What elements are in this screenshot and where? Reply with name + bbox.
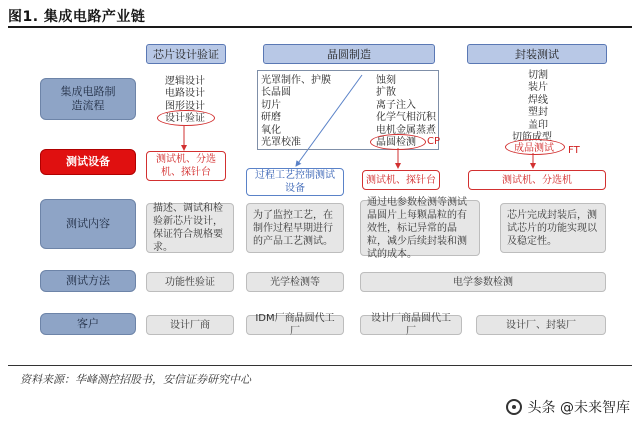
watermark-logo-icon xyxy=(506,399,522,415)
method-electrical: 电学参数检测 xyxy=(360,272,606,292)
figure-title: 图1. 集成电路产业链 xyxy=(8,9,146,25)
design-verify-ellipse xyxy=(157,110,215,126)
flow-step: 电路设计 xyxy=(165,88,205,100)
source-note: 资料来源：华峰测控招股书，安信证券研究中心 xyxy=(20,373,251,386)
watermark xyxy=(506,397,630,417)
flow-step: 切片 xyxy=(261,99,281,111)
flow-step: 图形设计 xyxy=(165,100,205,112)
category-flow: 集成电路制造流程 xyxy=(40,78,136,120)
flow-step: 逻辑设计 xyxy=(165,76,205,87)
flow-step: 晶圆检测 xyxy=(376,137,416,149)
equipment-design: 测试机、分选机、探针台 xyxy=(146,151,226,181)
equipment-process: 过程工艺控制测试设备 xyxy=(246,168,344,196)
flow-step: 离子注入 xyxy=(376,99,416,111)
flow-step: 扩散 xyxy=(376,87,396,99)
flow-step: 化学气相沉积 xyxy=(376,112,436,124)
content-process: 为了监控工艺，在制作过程早期进行的产品工艺测试。 xyxy=(246,203,344,253)
category-customer: 客户 xyxy=(40,313,136,335)
header-pack: 封装测试 xyxy=(467,44,607,64)
equipment-fab: 测试机、探针台 xyxy=(362,170,440,190)
header-design: 芯片设计验证 xyxy=(146,44,226,64)
equipment-pack: 测试机、分选机 xyxy=(468,170,606,190)
category-content: 测试内容 xyxy=(40,199,136,249)
flow-step: 装片 xyxy=(528,82,548,94)
flow-step: 蚀刻 xyxy=(376,75,396,86)
flow-step: 切割 xyxy=(528,70,548,81)
flow-step: 塑封 xyxy=(528,107,548,119)
customer-fab: 设计厂商晶圆代工厂 xyxy=(360,315,462,335)
method-design: 功能性验证 xyxy=(146,272,234,292)
flow-step: 盖印 xyxy=(528,119,548,131)
flow-step: 设计验证 xyxy=(165,113,205,125)
flow-step: 长晶圆 xyxy=(261,87,291,99)
customer-pack: 设计厂、封装厂 xyxy=(476,315,606,335)
footer-rule xyxy=(8,365,632,366)
flow-step: 切筋成型 xyxy=(512,132,552,143)
flow-step-final: 成品测试 xyxy=(514,143,554,154)
flow-step: 光罩校准 xyxy=(261,137,301,149)
header-fab: 晶圆制造 xyxy=(263,44,435,64)
flow-step: 光罩制作、护膜 xyxy=(261,75,331,86)
customer-design: 设计厂商 xyxy=(146,315,234,335)
flow-pack-list xyxy=(518,70,558,132)
content-pack: 芯片完成封装后，测试芯片的功能实现以及稳定性。 xyxy=(500,203,606,253)
flow-step: 研磨 xyxy=(261,112,281,124)
category-method: 测试方法 xyxy=(40,270,136,292)
content-fab: 通过电参数检测等测试晶圆片上每颗晶粒的有效性，标记异常的晶粒，减少后续封装和测试的成本。 xyxy=(360,200,480,256)
flow-fab-left-list xyxy=(261,75,331,149)
wafer-test-ellipse xyxy=(370,134,426,150)
watermark-text: 头条 @未来智库 xyxy=(527,400,630,416)
content-design: 描述、调试和检验新芯片设计，保证符合规格要求。 xyxy=(146,203,234,253)
category-equipment: 测试设备 xyxy=(40,149,136,175)
cp-tag: CP xyxy=(427,136,441,147)
customer-process: IDM厂商晶圆代工厂 xyxy=(246,315,344,335)
ft-tag: FT xyxy=(568,145,580,156)
flow-step: 氧化 xyxy=(261,124,281,136)
flow-step: 焊线 xyxy=(528,94,548,106)
method-process: 光学检测等 xyxy=(246,272,344,292)
flow-step: 电机金属蒸煮 xyxy=(376,124,436,136)
final-test-ellipse xyxy=(505,139,565,155)
